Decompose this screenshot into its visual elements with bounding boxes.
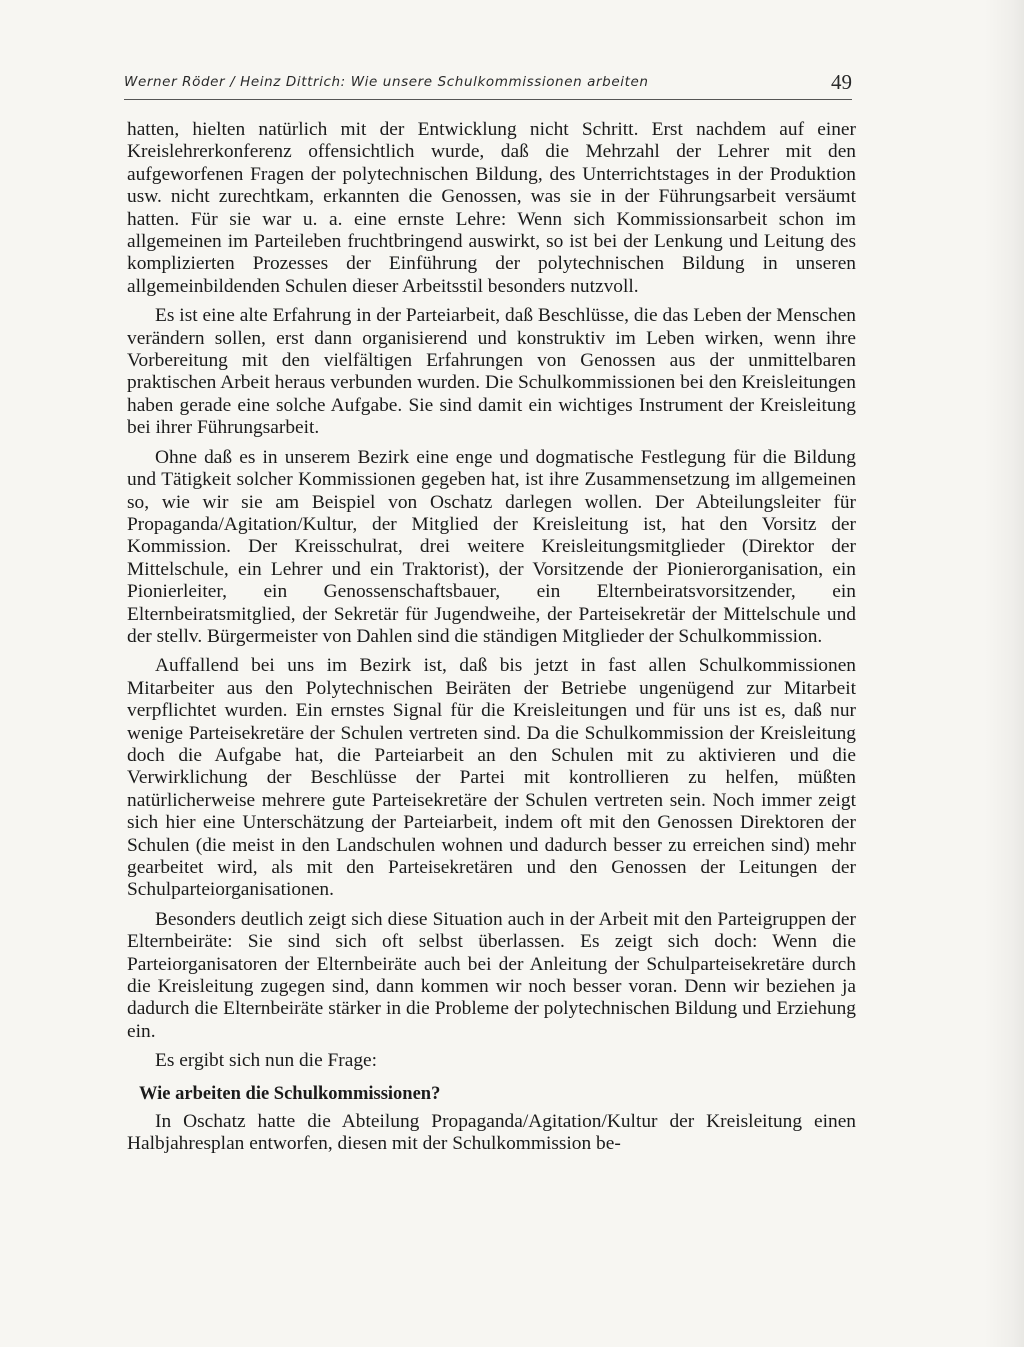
paragraph: Ohne daß es in unserem Bezirk eine enge und dogmatische Festlegung für die Bildung und Tätigkeit solcher Kommissionen gegeben hat, ist ihre Zusammensetzung im allgemeinen so, wie wir sie am Beispiel von Oschatz darlegen wollen. Der Abteilungsleiter für Propaganda/Agitation/Kultur, der Mitglied der Kreisleitung ist, hat den Vorsitz der Kommission. Der Kreisschulrat, drei weitere Kreisleitungsmitglieder (Direktor der Mittelschule, ein Lehrer und ein Traktorist), der Vorsitzende der Pionierorganisation, ein Pionierleiter, ein Genossenschaftsbauer, ein Elternbeiratsvorsitzender, ein Elternbeiratsmitglied, der Sekretär für Jugendweihe, der Parteisekretär der Mittelschule und der stellv. Bürgermeister von Dahlen sind die ständigen Mitglieder der Schulkommission. — [127, 446, 856, 647]
page-number: 49 — [831, 70, 852, 94]
page-edge-shadow — [984, 0, 1024, 1347]
paragraph: Auffallend bei uns im Bezirk ist, daß bis jetzt in fast allen Schulkommissionen Mitarbeiter aus den Polytechnischen Beiräten der Betriebe ungenügend zur Mitarbeit verpflichtet wurden. Ein ernstes Signal für die Kreisleitungen und für uns ist es, daß nur wenige Parteisekretäre der Schulen vertreten sind. Da die Schulkommission der Kreisleitung doch die Aufgabe hat, die Parteiarbeit an den Schulen mit zu aktivieren und die Verwirklichung der Beschlüsse der Partei mit kontrollieren zu helfen, müßten natürlicherweise mehrere gute Parteisekretäre der Schulen vertreten sein. Noch immer zeigt sich hier eine Unterschätzung der Parteiarbeit, indem oft mit den Genossen Direktoren der Schulen (die meist in den Landschulen wohnen und dadurch besser zu erreichen sind) mehr gearbeitet wird, als mit den Parteisekretären und den Genossen der Leitungen der Schulparteiorganisationen. — [127, 655, 856, 901]
section-heading: Wie arbeiten die Schulkommissionen? — [139, 1083, 441, 1104]
paragraph-question: Es ergibt sich nun die Frage: — [155, 1050, 378, 1072]
paragraph-continued: hatten, hielten natürlich mit der Entwicklung nicht Schritt. Erst nachdem auf einer Kreislehrerkonferenz offensichtlich wurde, daß die Mehrzahl der Lehrer mit den aufgeworfenen Fragen der polytechnischen Bildung, des Unterrichtstages in der Produktion usw. nicht zurechtkam, erkannten die Genossen, was sie in der Führungsarbeit versäumt hatten. Für sie war u. a. eine ernste Lehre: Wenn sich Kommissionsarbeit schon im allgemeinen im Parteileben fruchtbringend auswirkt, so ist bei der Lenkung und Leitung des komplizierten Prozesses der Einführung der polytechnischen Bildung in unseren allgemeinbildenden Schulen dieser Arbeitsstil besonders nutzvoll. — [127, 119, 856, 297]
running-title: Werner Röder / Heinz Dittrich: Wie unsere Schulkommissionen arbeiten — [124, 74, 649, 90]
paragraph: Besonders deutlich zeigt sich diese Situation auch in der Arbeit mit den Parteigruppen der Elternbeiräte: Sie sind sich oft selbst überlassen. Es zeigt sich doch: Wenn die Parteiorganisatoren der Elternbeiräte auch bei der Anleitung der Schulparteisekretäre durch die Kreisleitung zugegen sind, dann kommen wir noch besser voran. Denn wir beziehen ja dadurch die Elternbeiräte stärker in die Probleme der polytechnischen Bildung und Erziehung ein. — [127, 908, 856, 1042]
paragraph-final: In Oschatz hatte die Abteilung Propaganda/Agitation/Kultur der Kreisleitung einen Halbjahresplan entworfen, diesen mit der Schulkommission be- — [127, 1110, 856, 1155]
running-head — [124, 72, 852, 96]
body-text — [127, 119, 856, 1162]
header-rule — [124, 99, 852, 100]
paragraph: Es ist eine alte Erfahrung in der Parteiarbeit, daß Beschlüsse, die das Leben der Menschen verändern sollen, erst dann organisierend und konstruktiv im Leben wirken, wenn ihre Vorbereitung mit den vielfältigen Erfahrungen von Genossen aus der unmittelbaren praktischen Arbeit heraus verbunden wurden. Die Schulkommissionen bei den Kreisleitungen haben gerade eine solche Aufgabe. Sie sind damit ein wichtiges Instrument der Kreisleitung bei ihrer Führungsarbeit. — [127, 305, 856, 439]
